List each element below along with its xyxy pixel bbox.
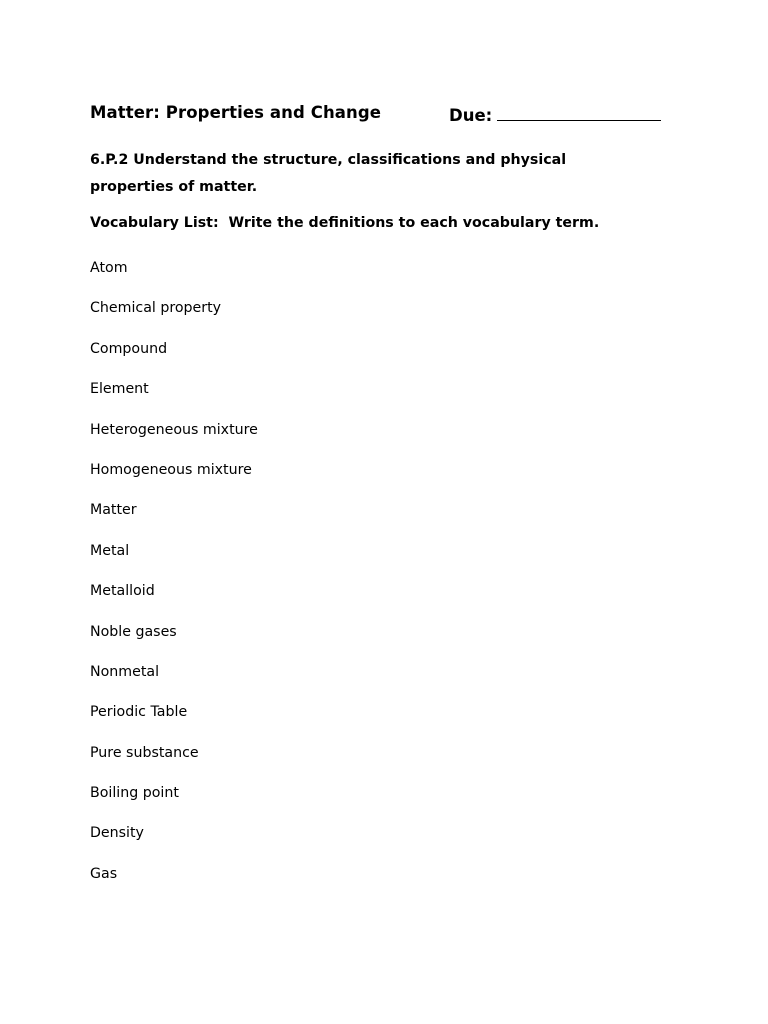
vocabulary-term: Element xyxy=(90,381,149,398)
vocabulary-term: Gas xyxy=(90,865,118,882)
vocabulary-term: Boiling point xyxy=(90,785,179,802)
vocabulary-term: Metal xyxy=(90,542,130,559)
vocabulary-term: Noble gases xyxy=(90,623,177,640)
due-date-field xyxy=(449,103,661,125)
due-label: Due: xyxy=(449,106,493,125)
vocabulary-term: Pure substance xyxy=(90,744,199,761)
vocabulary-term: Atom xyxy=(90,260,128,276)
vocabulary-list xyxy=(90,256,258,902)
vocabulary-term: Periodic Table xyxy=(90,704,188,721)
vocabulary-term: Chemical property xyxy=(90,300,222,317)
vocabulary-term: Heterogeneous mixture xyxy=(90,421,258,438)
vocabulary-term: Homogeneous mixture xyxy=(90,461,252,478)
standard-statement: 6.P.2 Understand the structure, classifications and physical properties of matter. xyxy=(90,152,567,195)
vocabulary-term: Density xyxy=(90,825,144,842)
vocabulary-term: Metalloid xyxy=(90,583,155,600)
worksheet-title: Matter: Properties and Change xyxy=(90,103,382,122)
vocabulary-term: Compound xyxy=(90,340,168,357)
due-blank-line xyxy=(497,103,661,121)
vocabulary-term: Nonmetal xyxy=(90,663,160,680)
vocabulary-instructions: Vocabulary List: Write the definitions to each vocabulary term. xyxy=(90,215,600,231)
worksheet-header xyxy=(90,103,690,129)
vocabulary-term: Matter xyxy=(90,502,137,519)
